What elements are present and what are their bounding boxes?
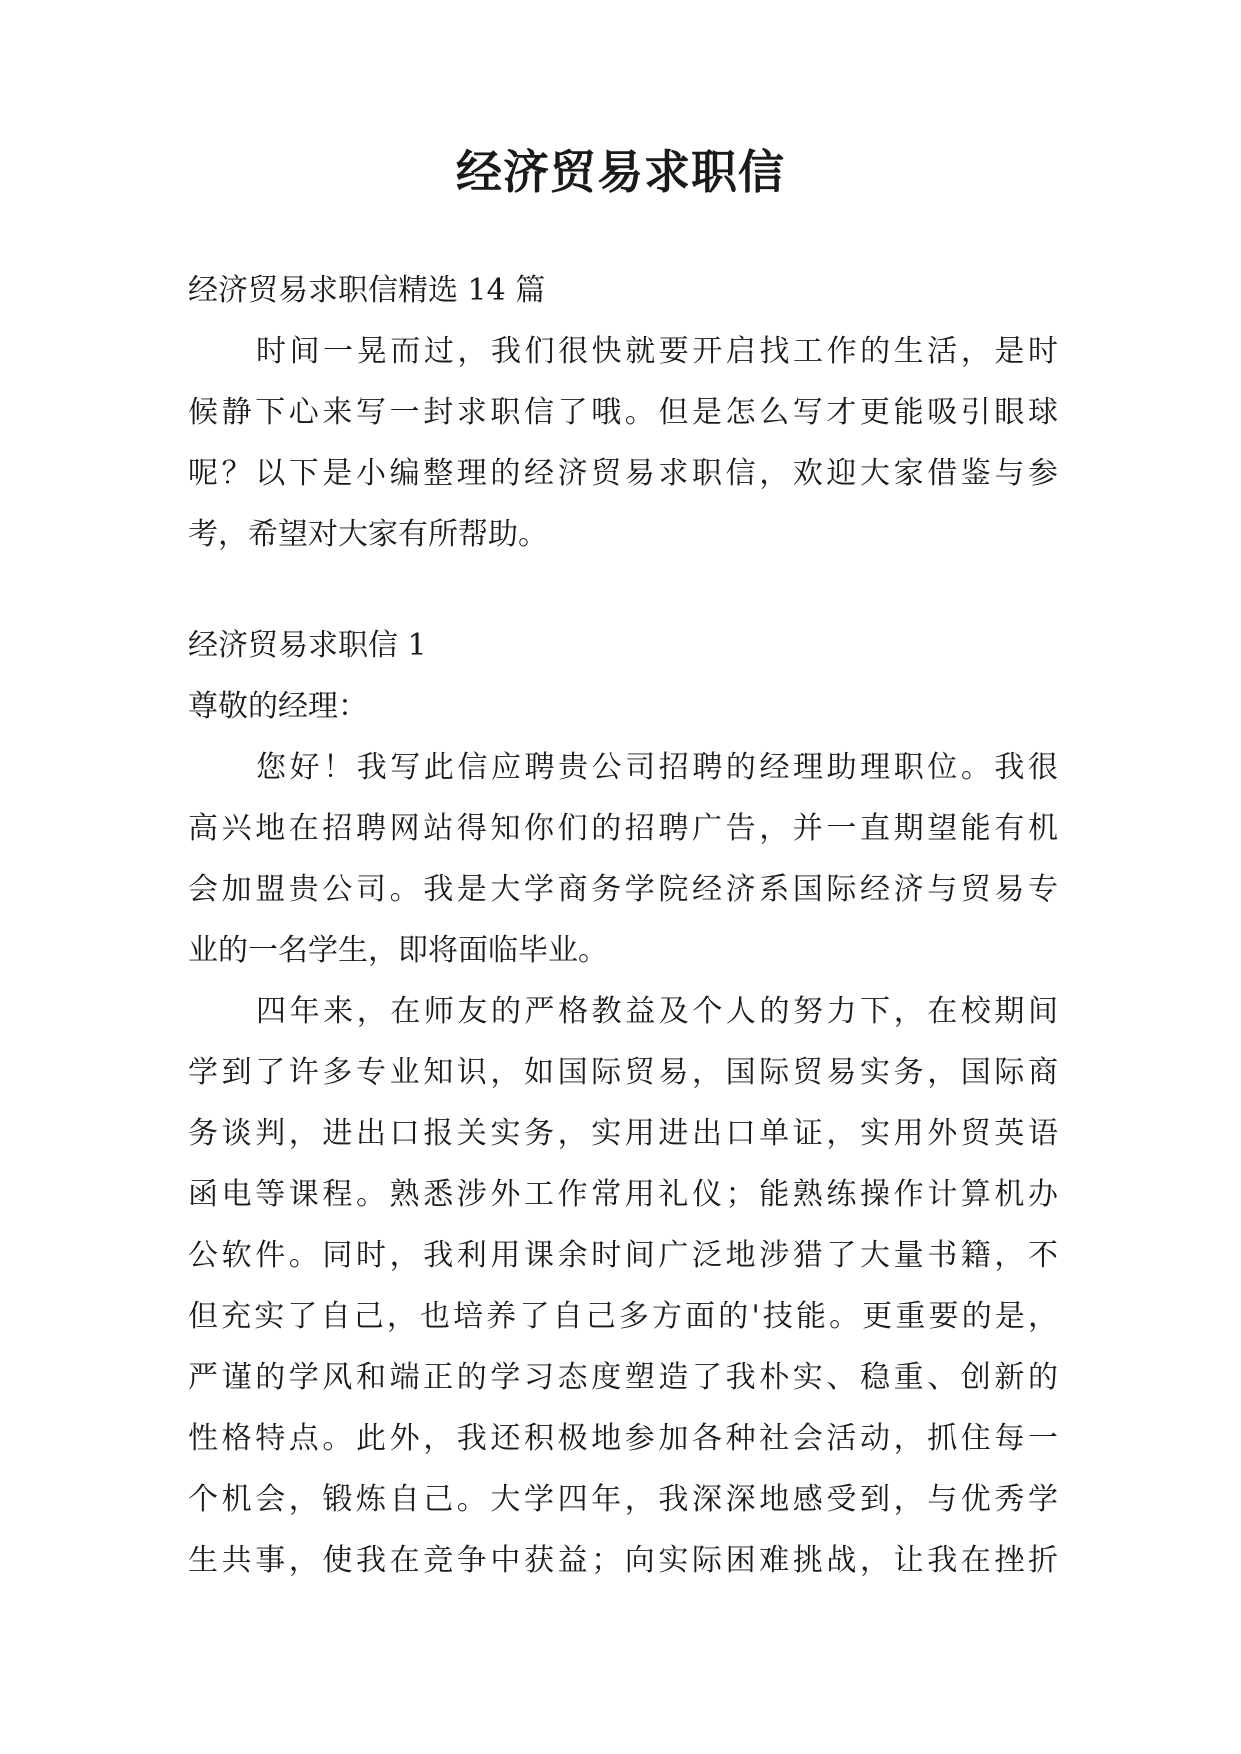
paragraph-line: 会加盟贵公司。我是大学商务学院经济系国际经济与贸易专 — [188, 872, 1058, 907]
paragraph-line: 高兴地在招聘网站得知你们的招聘广告，并一直期望能有机 — [188, 811, 1058, 846]
section-gap — [188, 565, 1058, 615]
paragraph-line: 时间一晃而过，我们很快就要开启找工作的生活，是时 — [256, 334, 1058, 369]
letter-paragraph-2 — [188, 981, 1058, 1591]
letter-heading: 经济贸易求职信 1 — [188, 628, 427, 663]
paragraph-line: 公软件。同时，我利用课余时间广泛地涉猎了大量书籍，不 — [188, 1238, 1058, 1273]
letter-paragraph-1 — [188, 737, 1058, 981]
intro-paragraph — [188, 321, 1058, 565]
paragraph-line: 函电等课程。熟悉涉外工作常用礼仪；能熟练操作计算机办 — [188, 1177, 1058, 1212]
paragraph-line: 考，希望对大家有所帮助。 — [188, 517, 548, 552]
paragraph-line: 候静下心来写一封求职信了哦。但是怎么写才更能吸引眼球 — [188, 395, 1058, 430]
paragraph-line: 呢？以下是小编整理的经济贸易求职信，欢迎大家借鉴与参 — [188, 456, 1058, 491]
salutation: 尊敬的经理： — [188, 689, 368, 724]
paragraph-line: 性格特点。此外，我还积极地参加各种社会活动，抓住每一 — [188, 1421, 1058, 1456]
document-title: 经济贸易求职信 — [456, 145, 785, 199]
paragraph-line: 个机会，锻炼自己。大学四年，我深深地感受到，与优秀学 — [188, 1482, 1058, 1517]
paragraph-line: 严谨的学风和端正的学习态度塑造了我朴实、稳重、创新的 — [188, 1360, 1058, 1395]
document-body — [188, 260, 1058, 1591]
paragraph-line: 学到了许多专业知识，如国际贸易，国际贸易实务，国际商 — [188, 1055, 1058, 1090]
paragraph-line: 您好！我写此信应聘贵公司招聘的经理助理职位。我很 — [256, 750, 1058, 785]
paragraph-line: 四年来，在师友的严格教益及个人的努力下，在校期间 — [256, 994, 1058, 1029]
subtitle: 经济贸易求职信精选 14 篇 — [188, 273, 546, 308]
paragraph-line: 务谈判，进出口报关实务，实用进出口单证，实用外贸英语 — [188, 1116, 1058, 1151]
paragraph-line: 业的一名学生，即将面临毕业。 — [188, 933, 608, 968]
paragraph-line: 但充实了自己，也培养了自己多方面的'技能。更重要的是， — [188, 1299, 1058, 1334]
paragraph-line: 生共事，使我在竞争中获益；向实际困难挑战，让我在挫折 — [188, 1543, 1058, 1578]
